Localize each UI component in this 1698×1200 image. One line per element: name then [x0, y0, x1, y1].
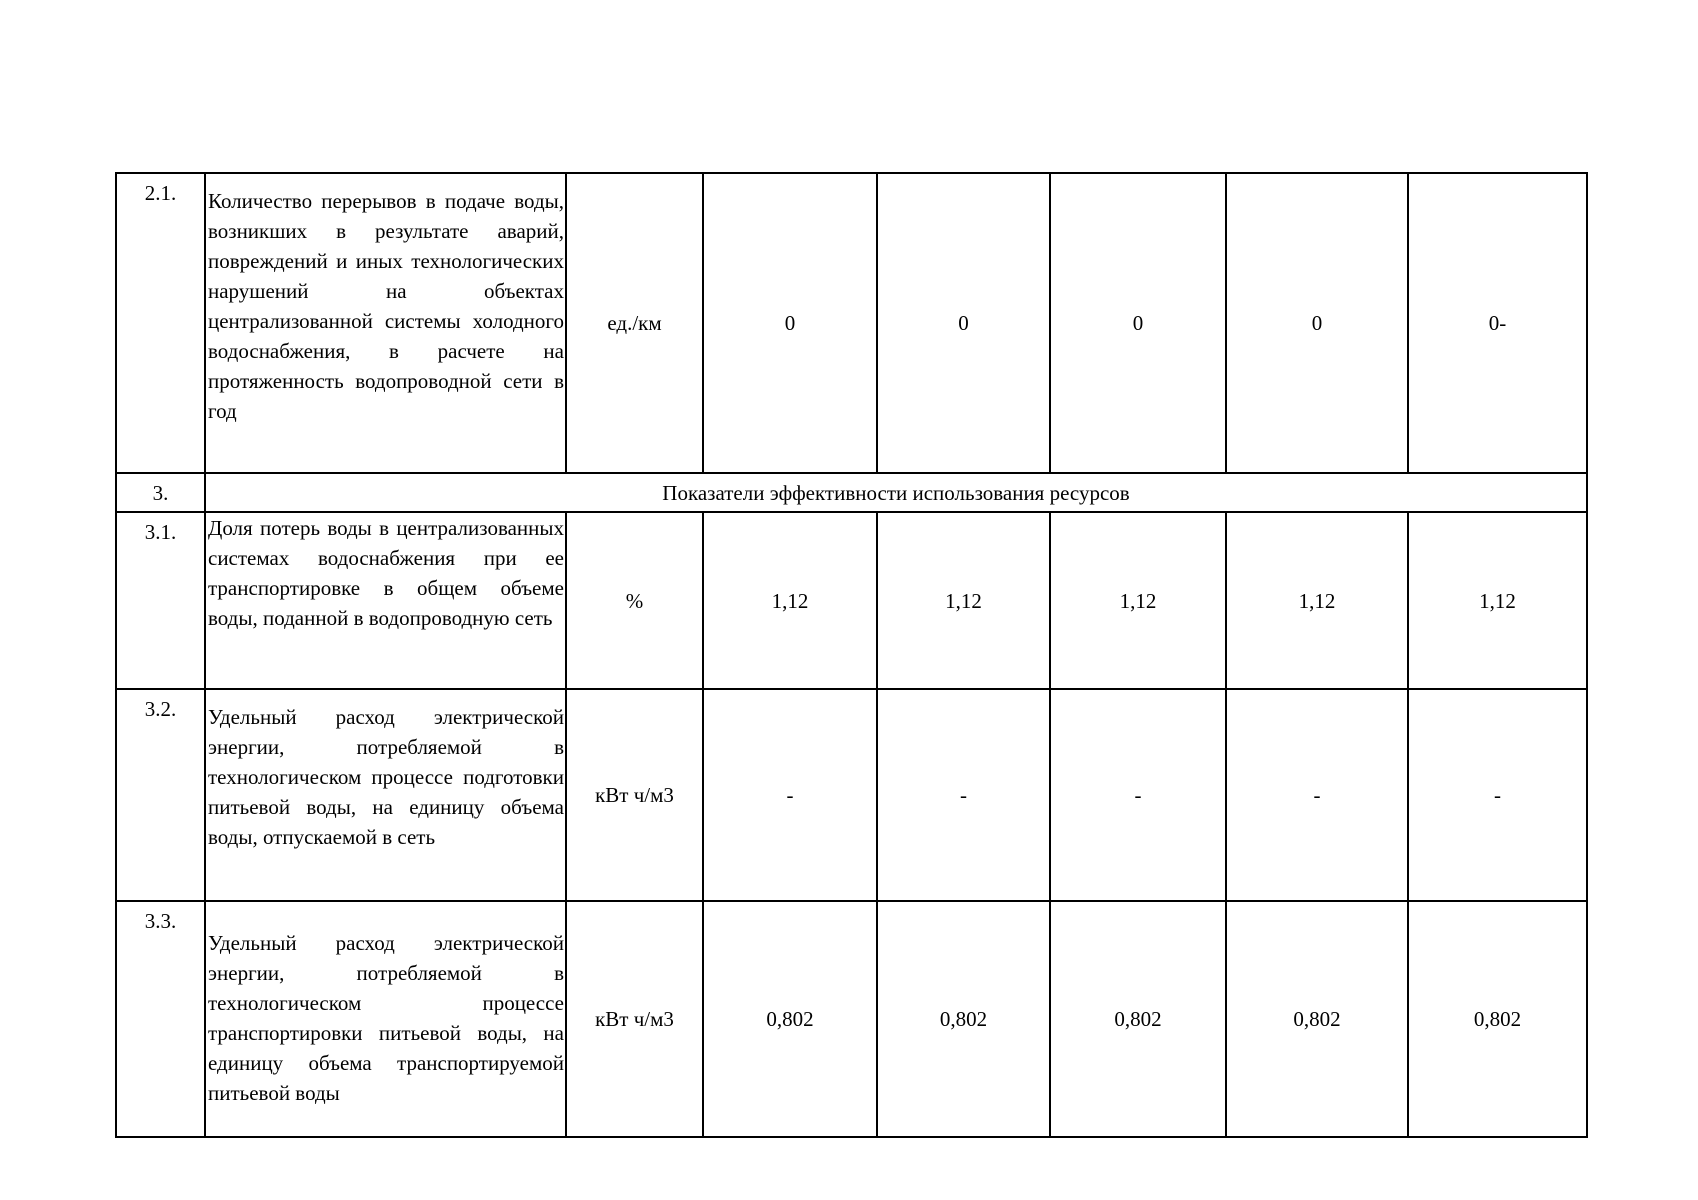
row-description: Удельный расход электрической энергии, потребляемой в технологическом процессе подготовки питьевой воды, на единицу объема воды, отпускаемой в сеть [205, 689, 566, 901]
row-value: - [877, 689, 1050, 901]
row-value: 0,802 [1226, 901, 1408, 1137]
row-number: 3.3. [116, 901, 205, 1137]
row-description: Удельный расход электрической энергии, потребляемой в технологическом процессе транспортировки питьевой воды, на единицу объема транспортируемой питьевой воды [205, 901, 566, 1137]
section-row [116, 473, 1587, 512]
row-description: Доля потерь воды в централизованных системах водоснабжения при ее транспортировке в общем объеме воды, поданной в водопроводную сеть [205, 512, 566, 689]
row-description: Количество перерывов в подаче воды, возникших в результате аварий, повреждений и иных технологических нарушений на объектах централизованной системы холодного водоснабжения, в расчете на протяженность водопроводной сети в год [205, 173, 566, 473]
row-value: 0- [1408, 173, 1587, 473]
row-value: 0 [877, 173, 1050, 473]
row-value: 0 [1050, 173, 1226, 473]
row-value: 0,802 [1408, 901, 1587, 1137]
section-title: Показатели эффективности использования ресурсов [205, 473, 1587, 512]
table-row [116, 173, 1587, 473]
row-value: - [1050, 689, 1226, 901]
row-value: - [1408, 689, 1587, 901]
row-value: 0,802 [1050, 901, 1226, 1137]
section-number: 3. [116, 473, 205, 512]
row-number: 3.2. [116, 689, 205, 901]
row-value: 1,12 [1226, 512, 1408, 689]
row-value: 1,12 [1050, 512, 1226, 689]
row-value: - [1226, 689, 1408, 901]
row-value: 1,12 [1408, 512, 1587, 689]
row-value: 0,802 [877, 901, 1050, 1137]
row-unit: % [566, 512, 703, 689]
row-value: 1,12 [877, 512, 1050, 689]
indicators-table [115, 172, 1588, 1138]
table-row [116, 689, 1587, 901]
row-unit: ед./км [566, 173, 703, 473]
row-value: 1,12 [703, 512, 877, 689]
row-number: 3.1. [116, 512, 205, 689]
row-unit: кВт ч/м3 [566, 689, 703, 901]
row-value: 0 [1226, 173, 1408, 473]
table-row [116, 512, 1587, 689]
row-value: - [703, 689, 877, 901]
row-value: 0,802 [703, 901, 877, 1137]
row-value: 0 [703, 173, 877, 473]
table-row [116, 901, 1587, 1137]
row-number: 2.1. [116, 173, 205, 473]
row-unit: кВт ч/м3 [566, 901, 703, 1137]
